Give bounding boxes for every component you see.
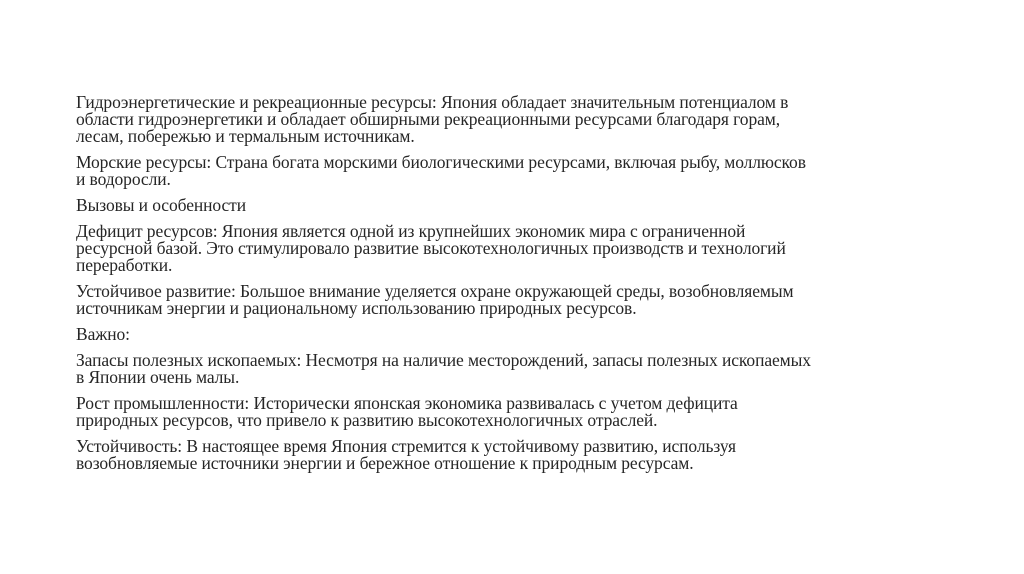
paragraph-important-heading: Важно: [76,324,130,344]
paragraph-marine-resources: Морские ресурсы: Страна богата морскими биологическими ресурсами, включая рыбу, моллюсков и водоросли. [76,152,806,189]
paragraph-resource-deficit: Дефицит ресурсов: Япония является одной из крупнейших экономик мира с ограниченной ресурсной базой. Это стимулировало развитие высокотехнологичных производств и технологий переработки. [76,221,786,275]
paragraph-mineral-reserves: Запасы полезных ископаемых: Несмотря на наличие месторождений, запасы полезных ископаемых в Японии очень малы. [76,350,811,387]
slide-text-body [76,94,956,481]
paragraph-hydro-recreation: Гидроэнергетические и рекреационные ресурсы: Япония обладает значительным потенциалом в области гидроэнергетики и обладает обширными рекреационными ресурсами благодаря горам, лесам, побережью и термальным источникам. [76,92,789,146]
paragraph-sustainable-development: Устойчивое развитие: Большое внимание уделяется охране окружающей среды, возобновляемым источникам энергии и рациональному использованию природных ресурсов. [76,281,794,318]
paragraph-sustainability: Устойчивость: В настоящее время Япония стремится к устойчивому развитию, используя возобновляемые источники энергии и бережное отношение к природным ресурсам. [76,436,736,473]
paragraph-industry-growth: Рост промышленности: Исторически японская экономика развивалась с учетом дефицита природных ресурсов, что привело к развитию высокотехнологичных отраслей. [76,393,738,430]
paragraph-challenges-heading: Вызовы и особенности [76,195,246,215]
